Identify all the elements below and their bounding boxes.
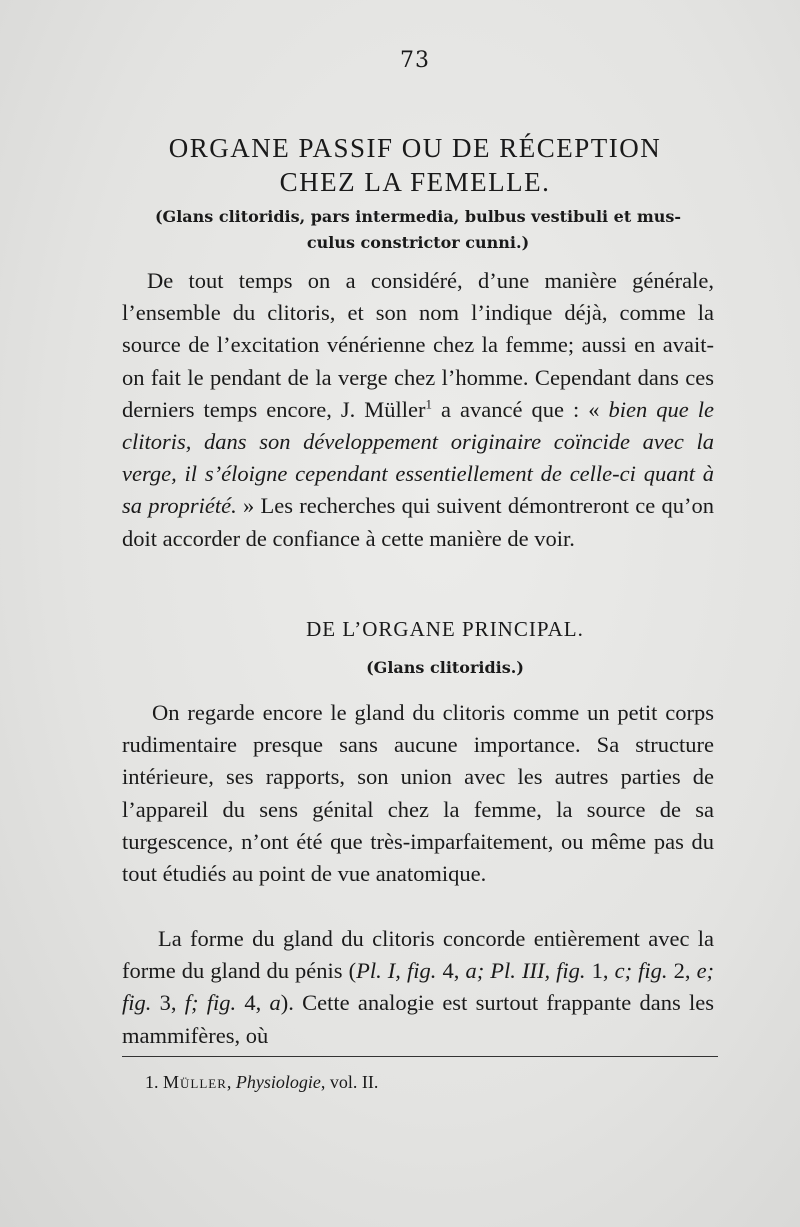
paragraph-3-text-d: 2, <box>667 958 697 984</box>
paragraph-3-text-e: 3, <box>151 990 185 1016</box>
subsection-subtitle: (Glans clitoridis.) <box>366 658 524 677</box>
paragraph-1 <box>122 265 714 555</box>
footnote-marker: 1 <box>425 396 432 412</box>
plate-ref-6: a <box>269 990 281 1016</box>
plate-ref-5: f; fig. <box>184 990 237 1016</box>
footnote-title: Physiologie <box>235 1072 321 1092</box>
paragraph-3-text-g: ). Cette analogie est surtout frappante dans les mammifères, où <box>122 990 714 1048</box>
plate-ref-1: Pl. I, fig. <box>356 958 437 984</box>
plate-ref-2: a; Pl. III, fig. <box>465 958 586 984</box>
subtitle-line2: culus constrictor cunni.) <box>306 233 530 252</box>
quotation: bien que le clitoris, dans son développement originaire coïncide avec la verge, il s’éloigne cependant essentiellement de celle-ci quant à sa propriété. <box>122 396 714 519</box>
paragraph-3 <box>122 923 714 1052</box>
paragraph-3-text-c: 1, <box>585 958 615 984</box>
paragraph-2: On regarde encore le gland du clitoris comme un petit corps rudimentaire presque sans aucune importance. Sa structure intérieure, ses rapports, son union avec les autres parties de l’appareil du sens génital chez la femme, la source de sa turgescence, n’ont été que très-imparfaitement, ou même pas du tout étudiés au point de vue anatomique. <box>122 700 714 887</box>
paragraph-1-text-c: » Les recherches qui suivent démontreront ce qu’on doit accorder de confiance à cette manière de voir. <box>122 493 714 551</box>
section-title <box>60 132 770 200</box>
subsection-heading: DE L’ORGANE PRINCIPAL. <box>306 617 584 641</box>
footnote-divider <box>122 1056 718 1057</box>
footnote-author: Müller <box>163 1072 227 1092</box>
subtitle-line1: (Glans clitoridis, pars intermedia, bulbus vestibuli et mus- <box>154 207 682 226</box>
page-number: 73 <box>400 48 430 73</box>
section-title-line2: CHEZ LA FEMELLE. <box>279 166 551 197</box>
paragraph-3-text-a: La forme du gland du clitoris concorde entièrement avec la forme du gland du pénis ( <box>122 926 714 984</box>
plate-ref-3: c; fig. <box>614 958 668 984</box>
footnote-rest: , vol. II. <box>320 1072 379 1092</box>
footnote-separator: , <box>226 1072 236 1092</box>
plate-ref-4: e; fig. <box>122 958 715 1016</box>
section-subtitle <box>128 204 708 256</box>
paragraph-3-text-b: 4, <box>436 958 466 984</box>
footnote-number: 1. <box>145 1072 159 1092</box>
section-title-line1: ORGANE PASSIF OU DE RÉCEPTION <box>168 133 662 163</box>
paragraph-1-text-a: De tout temps on a considéré, d’une manière générale, l’ensemble du clitoris, et son nom l’indique déjà, comme la source de l’excitation vénérienne chez la femme; aussi en avait-on fait le pendant de la verge chez l’homme. Cependant dans ces derniers temps encore, J. Müller <box>122 268 714 422</box>
footnote <box>145 1072 705 1093</box>
paragraph-1-text-b: a avancé que : « <box>431 396 609 422</box>
paragraph-3-text-f: 4, <box>236 990 270 1016</box>
